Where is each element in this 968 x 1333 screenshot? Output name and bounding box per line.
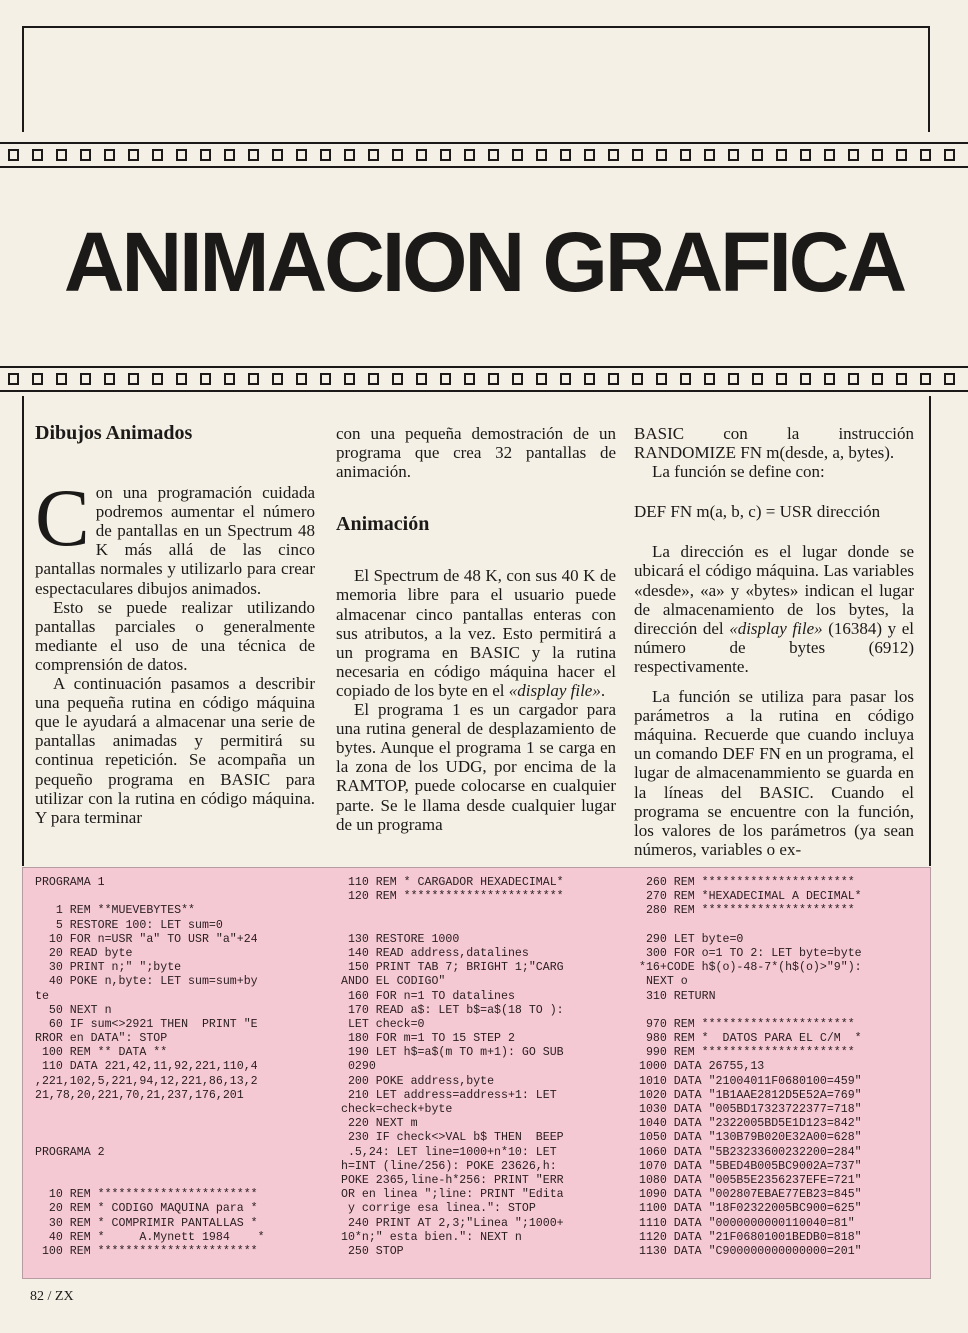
code-line: 130 RESTORE 1000	[341, 932, 460, 946]
code-line: 1 REM **MUEVEBYTES**	[35, 904, 196, 918]
code-line: POKE 2365,line-h*256: PRINT "ERR	[341, 1173, 564, 1187]
code-line: te	[35, 989, 49, 1003]
sprocket-hole	[392, 149, 403, 161]
sprocket-hole	[248, 373, 259, 385]
italic-term: «display file»	[508, 680, 601, 700]
sprocket-hole	[896, 373, 907, 385]
code-line: h=INT (line/256): POKE 23626,h:	[341, 1159, 557, 1173]
section-heading-animacion: Animación	[336, 513, 430, 536]
paragraph: El programa 1 es un cargador para una rutina general de desplazamiento de bytes. Aunque el programa 1 se carga en la zona de los UDG, por encima de la RAMTOP, puede colocarse en cualquier parte. Se le llama desde cualquier lugar de un programa	[336, 700, 616, 834]
sprocket-hole	[200, 373, 211, 385]
paragraph	[634, 542, 914, 676]
sprocket-hole	[872, 149, 883, 161]
code-line: 100 REM ** DATA **	[35, 1046, 168, 1060]
code-line: 1030 DATA "005BD17323722377=718"	[639, 1103, 862, 1116]
sprocket-hole	[920, 373, 931, 385]
code-column-2	[341, 876, 564, 1259]
sprocket-hole	[416, 373, 427, 385]
sprocket-hole	[512, 149, 523, 161]
code-line: 270 REM *HEXADECIMAL A DECIMAL*	[639, 890, 862, 904]
code-line: 110 DATA 221,42,11,92,221,110,4	[35, 1060, 258, 1074]
sprocket-hole	[104, 373, 115, 385]
code-line: 40 POKE n,byte: LET sum=sum+by	[35, 975, 258, 989]
sprocket-hole	[632, 373, 643, 385]
code-line: LET check=0	[341, 1017, 425, 1031]
code-line: 240 PRINT AT 2,3;"Linea ";1000+	[341, 1216, 564, 1230]
page-title: ANIMACION GRAFICA	[63, 215, 905, 309]
sprocket-hole	[56, 149, 67, 161]
code-line: 220 NEXT m	[341, 1117, 418, 1131]
sprocket-hole	[536, 373, 547, 385]
code-line	[35, 890, 265, 904]
code-line: ANDO EL CODIGO"	[341, 975, 446, 989]
code-listing-box	[22, 867, 931, 1279]
code-line: 290 LET byte=0	[639, 932, 744, 946]
sprocket-hole	[512, 373, 523, 385]
code-line: 1080 DATA "005B5E2356237EFE=721"	[639, 1173, 862, 1187]
sprocket-hole	[296, 373, 307, 385]
sprocket-hole	[848, 149, 859, 161]
sprocket-hole	[608, 149, 619, 161]
code-line: 0290	[341, 1060, 376, 1074]
code-line	[35, 1103, 265, 1117]
code-line: 1000 DATA 26755,13	[639, 1060, 765, 1074]
sprocket-hole	[800, 373, 811, 385]
sprocket-hole	[272, 373, 283, 385]
code-line	[639, 919, 862, 933]
sprocket-hole	[680, 149, 691, 161]
code-line: 120 REM ***********************	[341, 890, 564, 904]
sprocket-hole	[872, 373, 883, 385]
sprocket-hole	[104, 149, 115, 161]
code-line: 200 POKE address,byte	[341, 1074, 495, 1088]
code-line	[639, 1004, 862, 1018]
sprocket-hole	[752, 149, 763, 161]
sprocket-hole	[704, 373, 715, 385]
code-line	[35, 1160, 265, 1174]
sprocket-hole	[752, 373, 763, 385]
sprocket-hole	[80, 373, 91, 385]
code-line	[341, 919, 564, 933]
sprocket-hole	[944, 373, 955, 385]
code-line: 170 READ a$: LET b$=a$(18 TO ):	[341, 1003, 564, 1017]
code-line: 1090 DATA "002807EBAE77EB23=845"	[639, 1188, 862, 1202]
sprocket-hole	[416, 149, 427, 161]
code-line: 30 PRINT n;" ";byte	[35, 961, 182, 975]
paragraph: La función se define con:	[652, 462, 825, 482]
code-line: 20 REM * CODIGO MAQUINA para *	[35, 1202, 258, 1216]
code-line: 21,78,20,221,70,21,237,176,201	[35, 1088, 244, 1102]
paragraph: A continuación pasamos a describir una pequeña rutina en código máquina que le ayudará a almacenar una serie de pantallas animadas y permitirá su continua repetición. Se acompaña un pequeño programa en BASIC para utilizar con la rutina en código máquina. Y para terminar	[35, 674, 315, 827]
sprocket-hole	[824, 373, 835, 385]
header-frame	[22, 26, 930, 132]
paragraph-text: on una programación cuidada podremos aumentar el número de pantallas en un Spectrum 48 K más allá de las cinco pantallas normales y utilizarlo para crear espectaculares dibujos animados.	[35, 483, 315, 598]
code-line: 20 READ byte	[35, 946, 133, 960]
sprocket-hole	[224, 373, 235, 385]
sprocket-hole	[848, 373, 859, 385]
code-line: 100 REM ***********************	[35, 1244, 258, 1258]
code-line	[35, 1117, 265, 1131]
code-line: 1010 DATA "21004011F0680100=459"	[639, 1074, 862, 1088]
code-line: 110 REM * CARGADOR HEXADECIMAL*	[341, 876, 564, 889]
sprocket-hole	[776, 149, 787, 161]
paragraph	[336, 566, 616, 700]
code-line	[341, 904, 564, 918]
code-line: 1020 DATA "1B1AAE2812D5E52A=769"	[639, 1088, 862, 1102]
sprocket-hole	[536, 149, 547, 161]
code-line: 1070 DATA "5BED4B005BC9002A=737"	[639, 1159, 862, 1173]
code-line	[35, 1131, 265, 1145]
sprocket-hole	[272, 149, 283, 161]
code-line: 40 REM * A.Mynett 1984 *	[35, 1230, 265, 1244]
sprocket-hole	[128, 149, 139, 161]
code-line: 160 FOR n=1 TO datalines	[341, 989, 515, 1003]
code-line: 1100 DATA "18F02322005BC900=625"	[639, 1202, 862, 1216]
paragraph: Esto se puede realizar utilizando pantallas parciales o generalmente mediante el uso de una técnica de comprensión de datos.	[35, 597, 315, 674]
sprocket-hole	[248, 149, 259, 161]
formula: DEF FN m(a, b, c) = USR dirección	[634, 502, 881, 522]
code-line: 190 LET h$=a$(m TO m+1): GO SUB	[341, 1046, 564, 1060]
code-line: 970 REM **********************	[639, 1017, 855, 1031]
sprocket-hole	[464, 373, 475, 385]
code-line: ,221,102,5,221,94,12,221,86,13,2	[35, 1074, 258, 1088]
intro-paragraph	[35, 472, 315, 598]
sprocket-hole	[560, 149, 571, 161]
code-line: 990 REM **********************	[639, 1046, 855, 1060]
code-line: 5 RESTORE 100: LET sum=0	[35, 918, 223, 932]
sprocket-hole	[152, 149, 163, 161]
sprocket-hole	[584, 149, 595, 161]
sprocket-hole	[392, 373, 403, 385]
paragraph: La función se utiliza para pasar los parámetros a la rutina en código máquina. Recuerde que cuando incluya un comando DEF FN en un programa, el lugar de almacenammiento se guarda en la líneas del BASIC. Cuando el programa se encuentre con la función, los valores de los parámetros (ya sean números, variables o ex-	[634, 687, 914, 859]
sprocket-hole	[320, 149, 331, 161]
sprocket-hole	[152, 373, 163, 385]
code-line: PROGRAMA 2	[35, 1145, 105, 1159]
code-line: 180 FOR m=1 TO 15 STEP 2	[341, 1032, 515, 1046]
sprocket-hole	[344, 149, 355, 161]
sprocket-hole	[464, 149, 475, 161]
sprocket-hole	[56, 373, 67, 385]
code-line: check=check+byte	[341, 1103, 453, 1116]
code-line: OR en linea ";line: PRINT "Edita	[341, 1188, 564, 1202]
code-line: NEXT o	[639, 975, 688, 989]
code-line: 1050 DATA "130B79B020E32A00=628"	[639, 1131, 862, 1145]
sprocket-hole	[440, 373, 451, 385]
code-line: 10 FOR n=USR "a" TO USR "a"+24	[35, 932, 258, 946]
code-line: 50 NEXT n	[35, 1003, 112, 1017]
sprocket-hole	[560, 373, 571, 385]
code-line: 280 REM **********************	[639, 904, 855, 918]
sprocket-hole	[488, 373, 499, 385]
code-column-1	[35, 876, 265, 1259]
frame-right-rule	[929, 396, 931, 866]
sprocket-hole	[824, 149, 835, 161]
sprocket-hole	[920, 149, 931, 161]
sprocket-hole	[8, 373, 19, 385]
code-line: 30 REM * COMPRIMIR PANTALLAS *	[35, 1216, 258, 1230]
code-line: 210 LET address=address+1: LET	[341, 1088, 557, 1102]
code-line: 1120 DATA "21F06801001BEDB0=818"	[639, 1230, 862, 1244]
code-line: 1040 DATA "2322005BD5E1D123=842"	[639, 1117, 862, 1131]
sprocket-hole	[320, 373, 331, 385]
code-line: 980 REM * DATOS PARA EL C/M *	[639, 1032, 862, 1046]
sprocket-hole	[656, 149, 667, 161]
code-line: 10*n;" esta bien.": NEXT n	[341, 1230, 522, 1244]
code-line: 300 FOR o=1 TO 2: LET byte=byte	[639, 946, 862, 960]
code-line: 60 IF sum<>2921 THEN PRINT "E	[35, 1017, 258, 1031]
frame-left-rule	[22, 396, 24, 866]
code-line: RROR en DATA": STOP	[35, 1032, 168, 1046]
code-line: y corrige esa linea.": STOP	[341, 1202, 536, 1216]
sprocket-hole	[128, 373, 139, 385]
section-heading-dibujos: Dibujos Animados	[35, 422, 193, 444]
sprocket-hole	[488, 149, 499, 161]
sprocket-hole	[896, 149, 907, 161]
code-line: PROGRAMA 1	[35, 876, 105, 889]
sprocket-hole	[368, 149, 379, 161]
paragraph-text: .	[600, 680, 606, 700]
sprocket-hole	[584, 373, 595, 385]
paragraph-text: El Spectrum de 48 K, con sus 40 K de memoria libre para el usuario puede almacenar cinco pantallas enteras con sus atributos, a la vez. Esto permitirá a un programa en BASIC y la rutina necesaria en código máquina hacer el copiado de los byte en el	[336, 566, 616, 700]
code-line: 140 READ address,datalines	[341, 946, 529, 960]
sprocket-hole	[224, 149, 235, 161]
code-line: 310 RETURN	[639, 989, 716, 1003]
sprocket-hole	[728, 373, 739, 385]
paragraph-text: La dirección es el lugar donde se ubicará el código máquina. Las variables «desde», «a» y «bytes» indican el lugar de almacenamiento de los bytes, la dirección del	[634, 542, 914, 638]
sprocket-hole	[80, 149, 91, 161]
code-column-3	[639, 876, 862, 1259]
sprocket-hole	[32, 373, 43, 385]
drop-cap: C	[35, 472, 90, 564]
sprocket-hole	[800, 149, 811, 161]
code-line: 10 REM ***********************	[35, 1188, 258, 1202]
sprocket-hole	[344, 373, 355, 385]
sprocket-hole	[944, 149, 955, 161]
sprocket-hole	[656, 373, 667, 385]
code-line: 250 STOP	[341, 1244, 404, 1258]
paragraph: con una pequeña demostración de un programa que crea 32 pantallas de animación.	[336, 424, 616, 482]
code-line: 260 REM **********************	[639, 876, 855, 889]
code-line: 1060 DATA "5B23233600232200=284"	[639, 1145, 862, 1159]
sprocket-hole	[200, 149, 211, 161]
code-line: 150 PRINT TAB 7; BRIGHT 1;"CARG	[341, 961, 564, 975]
code-line: *16+CODE h$(o)-48-7*(h$(o)>"9"):	[639, 961, 862, 975]
article-column-2	[336, 424, 616, 834]
sprocket-hole	[368, 373, 379, 385]
code-line	[35, 1174, 265, 1188]
film-strip-bottom	[0, 366, 968, 392]
sprocket-hole	[440, 149, 451, 161]
sprocket-hole	[608, 373, 619, 385]
paragraph-text: (16384) y el número de bytes (6912) respectivamente.	[634, 618, 914, 676]
sprocket-hole	[176, 149, 187, 161]
italic-term: «display file»	[729, 618, 823, 638]
sprocket-hole	[632, 149, 643, 161]
sprocket-hole	[728, 149, 739, 161]
film-strip-top	[0, 142, 968, 168]
code-line: 1110 DATA "0000000000110040=81"	[639, 1216, 855, 1230]
sprocket-hole	[680, 373, 691, 385]
sprocket-hole	[8, 149, 19, 161]
sprocket-hole	[776, 373, 787, 385]
sprocket-hole	[32, 149, 43, 161]
sprocket-hole	[296, 149, 307, 161]
code-line: .5,24: LET line=1000+n*10: LET	[341, 1145, 557, 1159]
paragraph: BASIC con la instrucción RANDOMIZE FN m(desde, a, bytes).	[634, 424, 914, 463]
sprocket-hole	[176, 373, 187, 385]
sprocket-hole	[704, 149, 715, 161]
code-line: 230 IF check<>VAL b$ THEN BEEP	[341, 1131, 564, 1145]
article-column-1	[35, 424, 315, 827]
code-line: 1130 DATA "C900000000000000=201"	[639, 1244, 862, 1258]
article-column-3	[634, 424, 914, 859]
page-footer: 82 / ZX	[30, 1289, 74, 1304]
